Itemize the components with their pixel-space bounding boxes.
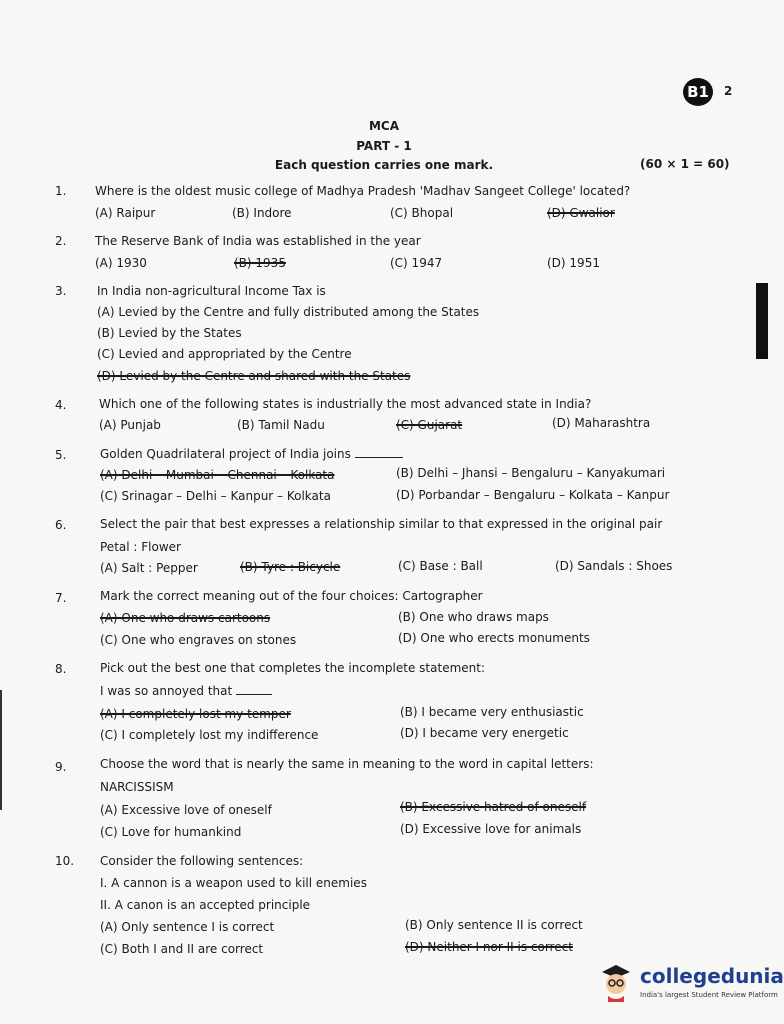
option-d: (D) One who erects monuments — [398, 631, 590, 645]
option-d: (D) Sandals : Shoes — [555, 559, 673, 573]
option-d: (D) Excessive love for animals — [400, 822, 582, 836]
question-text-body: Golden Quadrilateral project of India joins — [100, 447, 351, 461]
part-title: PART - 1 — [356, 139, 412, 153]
question-number: 10. — [55, 854, 75, 868]
option-a: (A) 1930 — [95, 256, 147, 270]
option-b: (B) Tamil Nadu — [237, 418, 325, 432]
question-subtext-body: I was so annoyed that — [100, 684, 233, 698]
question-number: 1. — [55, 184, 67, 198]
option-c: (C) Bhopal — [390, 206, 454, 220]
question-number: 9. — [55, 760, 67, 774]
watermark-tagline: India's largest Student Review Platform — [640, 991, 778, 999]
question-number: 8. — [55, 662, 67, 676]
instruction-text: Each question carries one mark. — [274, 158, 494, 172]
question-subtext: I. A cannon is a weapon used to kill enemies — [100, 876, 367, 890]
option-b-marked: (B) Tyre : Bicycle — [240, 560, 341, 574]
option-d: (D) Porbandar – Bengaluru – Kolkata – Kanpur — [396, 488, 670, 502]
option-c: (C) Both I and II are correct — [100, 942, 264, 956]
page-number: 2 — [724, 84, 733, 98]
option-c: (C) Love for humankind — [100, 825, 242, 839]
question-text: Mark the correct meaning out of the four choices: Cartographer — [100, 589, 483, 603]
option-b-marked: (B) Excessive hatred of oneself — [400, 800, 587, 814]
option-b: (B) Levied by the States — [97, 326, 242, 340]
option-b-marked: (B) 1935 — [234, 256, 286, 270]
option-d-marked: (D) Neither I nor II is correct — [405, 940, 573, 954]
option-b: (B) Only sentence II is correct — [405, 918, 583, 932]
question-number: 3. — [55, 284, 67, 298]
option-a-marked: (A) I completely lost my temper — [100, 707, 291, 721]
answer-blank — [355, 448, 403, 458]
option-b: (B) Indore — [232, 206, 292, 220]
student-mascot-icon — [598, 962, 634, 1002]
option-a: (A) Salt : Pepper — [100, 561, 198, 575]
option-c: (C) Srinagar – Delhi – Kanpur – Kolkata — [100, 489, 331, 503]
option-b: (B) Delhi – Jhansi – Bengaluru – Kanyakumari — [396, 466, 666, 480]
booklet-badge: B1 — [683, 78, 713, 106]
question-text: Pick out the best one that completes the incomplete statement: — [100, 661, 485, 675]
option-a: (A) Punjab — [99, 418, 161, 432]
question-subtext — [100, 684, 272, 698]
question-text: The Reserve Bank of India was established in the year — [95, 234, 421, 248]
question-text: Choose the word that is nearly the same in meaning to the word in capital letters: — [100, 757, 594, 771]
question-number: 4. — [55, 398, 67, 412]
question-text: Where is the oldest music college of Madhya Pradesh 'Madhav Sangeet College' located? — [95, 184, 631, 198]
option-d: (D) Maharashtra — [552, 416, 651, 430]
option-c: (C) 1947 — [390, 256, 443, 270]
option-a-marked: (A) Delhi – Mumbai – Chennai – Kolkata — [100, 468, 335, 482]
option-d-marked: (D) Levied by the Centre and shared with the States — [97, 369, 411, 383]
option-d-marked: (D) Gwalior — [547, 206, 615, 220]
marks-scheme: (60 × 1 = 60) — [640, 157, 730, 171]
question-subtext: NARCISSISM — [100, 780, 174, 794]
question-text — [100, 447, 403, 461]
option-c-marked: (C) Gujarat — [396, 418, 463, 432]
option-b: (B) I became very enthusiastic — [400, 705, 584, 719]
scan-left-edge — [0, 690, 2, 810]
option-c: (C) I completely lost my indifference — [100, 728, 319, 742]
option-a-marked: (A) One who draws cartoons — [100, 611, 271, 625]
option-d: (D) 1951 — [547, 256, 600, 270]
option-b: (B) One who draws maps — [398, 610, 549, 624]
question-text: Which one of the following states is industrially the most advanced state in India? — [99, 397, 592, 411]
question-number: 5. — [55, 448, 67, 462]
course-title: MCA — [368, 119, 400, 133]
option-c: (C) Levied and appropriated by the Centre — [97, 347, 352, 361]
question-subtext-2: II. A canon is an accepted principle — [100, 898, 311, 912]
scan-edge-mark — [756, 283, 768, 359]
option-a: (A) Levied by the Centre and fully distributed among the States — [97, 305, 480, 319]
question-number: 2. — [55, 234, 67, 248]
watermark-brand: collegedunia — [640, 964, 784, 988]
option-c: (C) One who engraves on stones — [100, 633, 297, 647]
option-d: (D) I became very energetic — [400, 726, 569, 740]
option-a: (A) Only sentence I is correct — [100, 920, 275, 934]
option-a: (A) Raipur — [95, 206, 156, 220]
question-subtext: Petal : Flower — [100, 540, 181, 554]
option-c: (C) Base : Ball — [398, 559, 483, 573]
collegedunia-watermark — [598, 958, 784, 1020]
question-number: 7. — [55, 591, 67, 605]
question-text: Consider the following sentences: — [100, 854, 304, 868]
question-number: 6. — [55, 518, 67, 532]
question-text: Select the pair that best expresses a relationship similar to that expressed in the original pair — [100, 517, 663, 531]
answer-blank — [236, 685, 272, 695]
option-a: (A) Excessive love of oneself — [100, 803, 272, 817]
question-text: In India non-agricultural Income Tax is — [97, 284, 326, 298]
